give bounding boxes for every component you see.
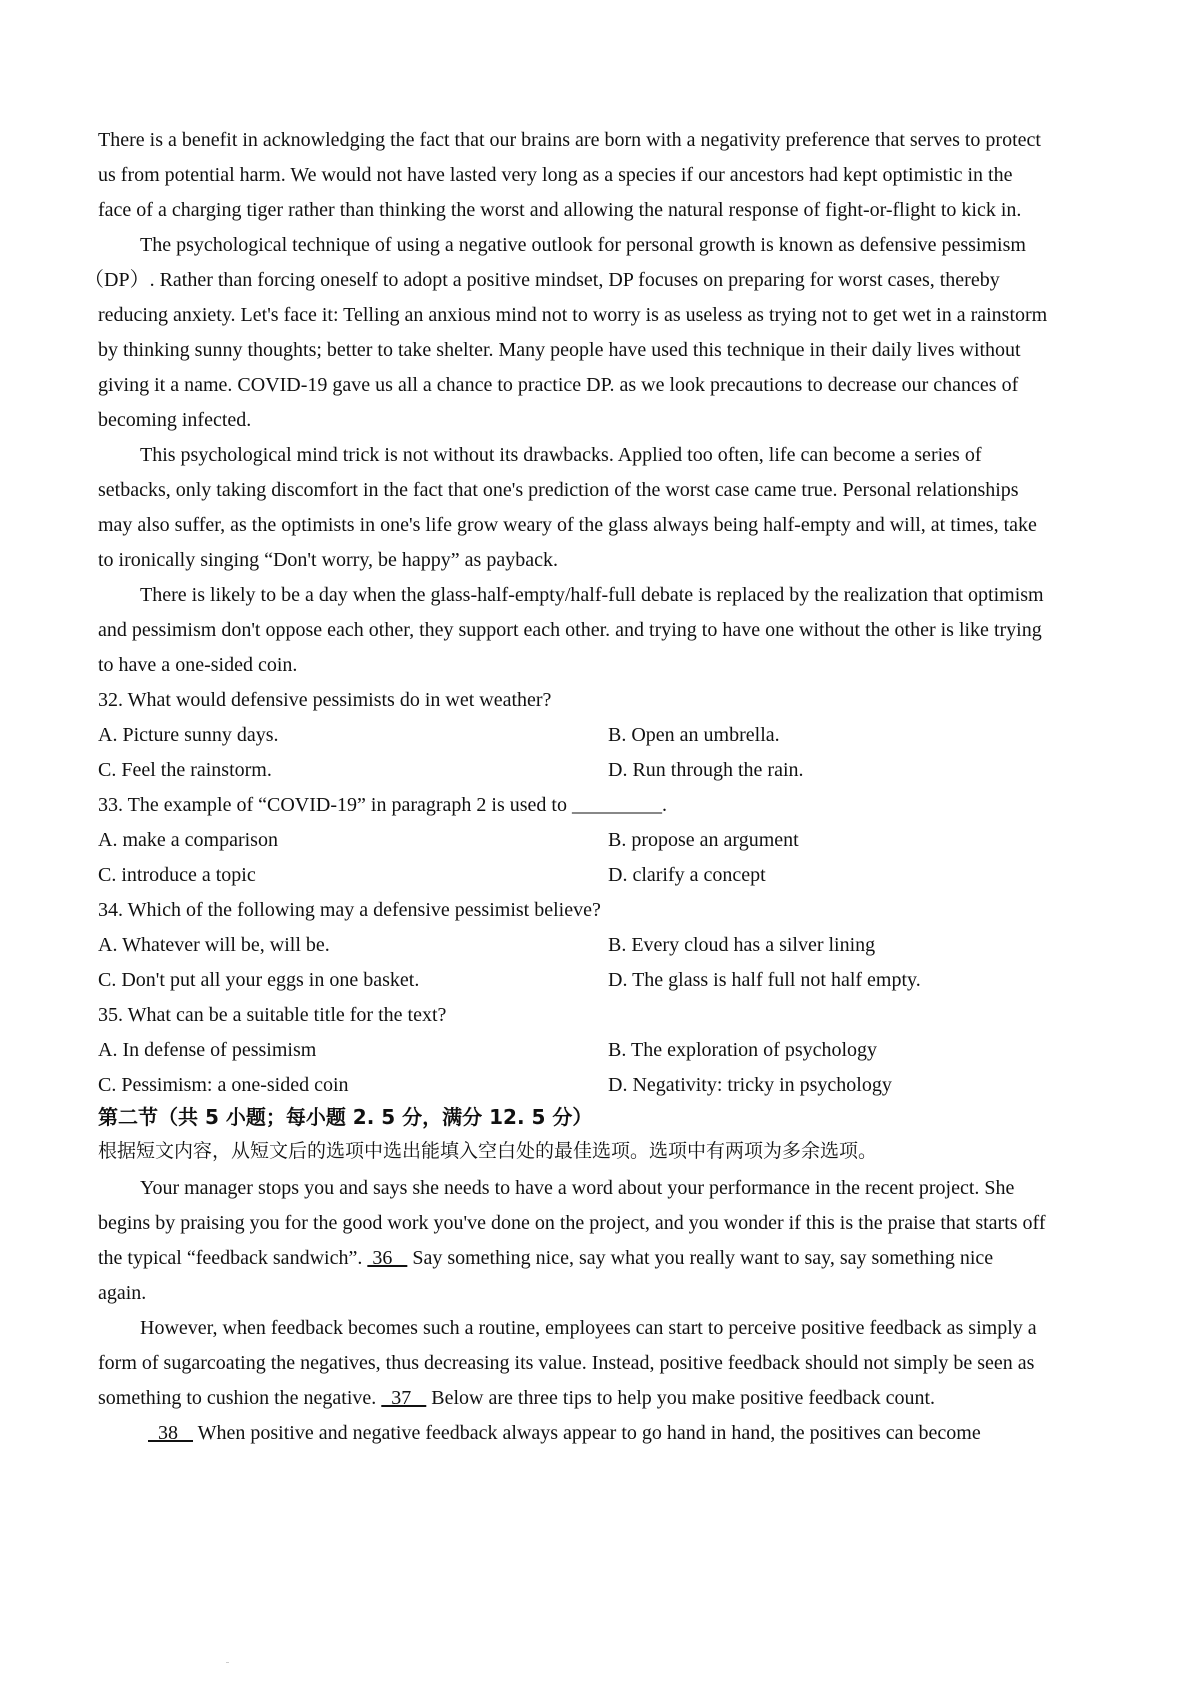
section-2-p1-line-1: Your manager stops you and says she needs to have a word about your performance in the recent project. She: [140, 1177, 1015, 1199]
passage-p3-line-2: setbacks, only taking discomfort in the fact that one's prediction of the worst case came true. Personal relationships: [98, 479, 1019, 501]
passage-p2-line-2: （DP）. Rather than forcing oneself to adopt a positive mindset, DP focuses on preparing for worst cases, thereby: [84, 269, 1000, 291]
section-2-p2-line-1: However, when feedback becomes such a routine, employees can start to perceive positive feedback as simply a: [140, 1317, 1037, 1339]
passage-p1-line-1: There is a benefit in acknowledging the fact that our brains are born with a negativity preference that serves to protect: [98, 129, 1041, 151]
section-2-instruction: 根据短文内容，从短文后的选项中选出能填入空白处的最佳选项。选项中有两项为多余选项。: [98, 1140, 878, 1162]
passage-p4-line-3: to have a one-sided coin.: [98, 654, 298, 676]
passage-p1-line-3: face of a charging tiger rather than thinking the worst and allowing the natural response of fight-or-flight to kick in.: [98, 199, 1022, 221]
passage-p2-line-4: by thinking sunny thoughts; better to take shelter. Many people have used this technique in their daily lives without: [98, 339, 1021, 361]
passage-p2-line-3: reducing anxiety. Let's face it: Telling an anxious mind not to worry is as useless as trying not to get wet in a rainstorm: [98, 304, 1048, 326]
section-2-p1-line-2: begins by praising you for the good work you've done on the project, and you wonder if this is the praise that starts off: [98, 1212, 1046, 1234]
section-2-p2-line-2: form of sugarcoating the negatives, thus decreasing its value. Instead, positive feedback should not simply be seen as: [98, 1352, 1035, 1374]
passage-p4-line-1: There is likely to be a day when the glass-half-empty/half-full debate is replaced by the realization that optimism: [140, 584, 1044, 606]
question-35-stem: 35. What can be a suitable title for the text?: [98, 1004, 447, 1026]
question-35-option-c: C. Pessimism: a one-sided coin: [98, 1074, 349, 1096]
question-34-option-a: A. Whatever will be, will be.: [98, 934, 330, 956]
question-33-option-b: B. propose an argument: [608, 829, 799, 851]
passage-p3-line-4: to ironically singing “Don't worry, be happy” as payback.: [98, 549, 558, 571]
section-2-p1-line-4: again.: [98, 1282, 147, 1304]
section-2-heading: 第二节（共 5 小题；每小题 2. 5 分，满分 12. 5 分）: [98, 1105, 593, 1129]
question-33-option-c: C. introduce a topic: [98, 864, 256, 886]
question-35-option-a: A. In defense of pessimism: [98, 1039, 317, 1061]
section-2-p2-line-3-after: Below are three tips to help you make positive feedback count.: [426, 1387, 936, 1409]
blank-36: 36: [367, 1247, 408, 1269]
question-33-stem: 33. The example of “COVID-19” in paragraph 2 is used to _________.: [98, 794, 667, 816]
blank-37: 37: [381, 1387, 427, 1409]
passage-p1-line-2: us from potential harm. We would not have lasted very long as a species if our ancestors had kept optimistic in the: [98, 164, 1013, 186]
question-32-option-b: B. Open an umbrella.: [608, 724, 780, 746]
question-32-stem: 32. What would defensive pessimists do in wet weather?: [98, 689, 552, 711]
question-34-stem: 34. Which of the following may a defensive pessimist believe?: [98, 899, 601, 921]
passage-p2-line-6: becoming infected.: [98, 409, 252, 431]
question-35-option-d: D. Negativity: tricky in psychology: [608, 1074, 892, 1096]
section-2-p1-line-3-before: the typical “feedback sandwich”.: [98, 1247, 368, 1269]
section-2-p2-line-3-before: something to cushion the negative.: [98, 1387, 382, 1409]
passage-p2-line-1: The psychological technique of using a negative outlook for personal growth is known as defensive pessimism: [140, 234, 1026, 256]
section-2-p3-line-1: [148, 1419, 1158, 1447]
section-2-p3-line-1-after: When positive and negative feedback always appear to go hand in hand, the positives can become: [193, 1422, 981, 1444]
section-2-p2-line-3: [98, 1384, 1108, 1412]
question-33-option-a: A. make a comparison: [98, 829, 278, 851]
question-33-option-d: D. clarify a concept: [608, 864, 766, 886]
blank-38: 38: [148, 1422, 193, 1444]
question-32-option-c: C. Feel the rainstorm.: [98, 759, 272, 781]
question-34-option-c: C. Don't put all your eggs in one basket.: [98, 969, 420, 991]
question-34-option-b: B. Every cloud has a silver lining: [608, 934, 876, 956]
section-2-p1-line-3: [98, 1244, 1108, 1272]
passage-p3-line-1: This psychological mind trick is not without its drawbacks. Applied too often, life can become a series of: [140, 444, 982, 466]
question-35-option-b: B. The exploration of psychology: [608, 1039, 878, 1061]
passage-p2-line-5: giving it a name. COVID-19 gave us all a chance to practice DP. as we look precautions to decrease our chances of: [98, 374, 1019, 396]
question-32-option-a: A. Picture sunny days.: [98, 724, 279, 746]
passage-p3-line-3: may also suffer, as the optimists in one's life grow weary of the glass always being half-empty and will, at times, take: [98, 514, 1037, 536]
question-32-option-d: D. Run through the rain.: [608, 759, 804, 781]
section-2-p1-line-3-after: Say something nice, say what you really want to say, say something nice: [407, 1247, 994, 1269]
question-34-option-d: D. The glass is half full not half empty.: [608, 969, 921, 991]
footer-mark: [226, 1662, 229, 1663]
passage-p4-line-2: and pessimism don't oppose each other, they support each other. and trying to have one without the other is like trying: [98, 619, 1042, 641]
